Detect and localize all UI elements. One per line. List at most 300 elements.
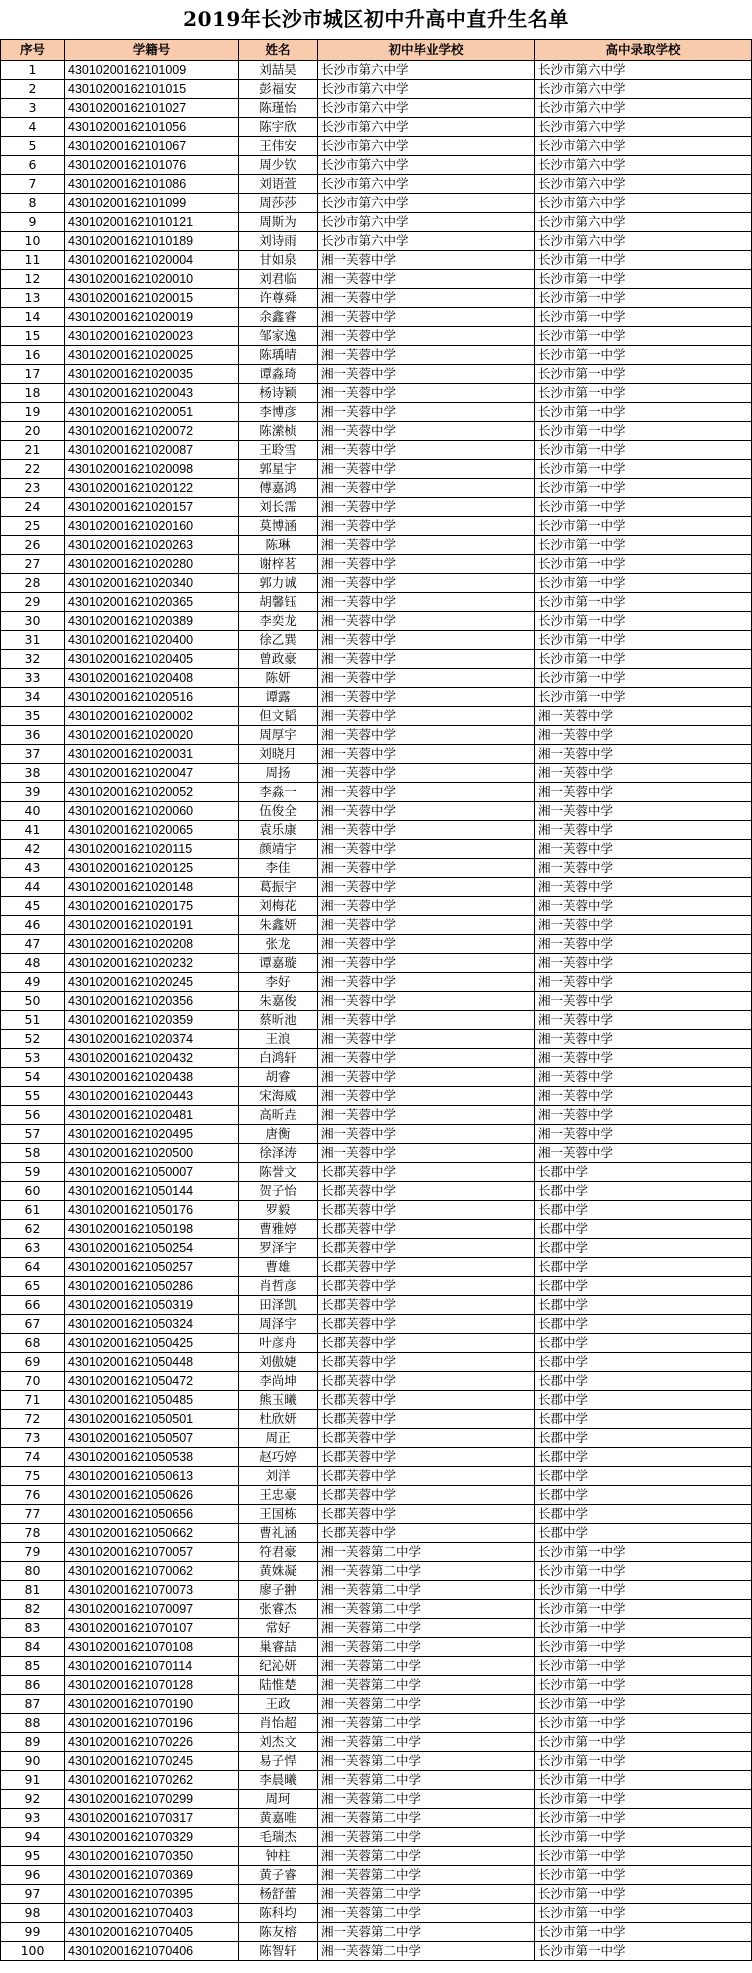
cell-student-id[interactable]: 430102001621070062 xyxy=(65,1562,239,1581)
cell-middle-school[interactable]: 湘一芙蓉中学 xyxy=(318,441,535,460)
cell-index[interactable]: 55 xyxy=(1,1087,65,1106)
cell-high-school[interactable]: 长沙市第一中学 xyxy=(535,1866,752,1885)
header-student-id[interactable]: 学籍号 xyxy=(65,40,239,61)
cell-index[interactable]: 98 xyxy=(1,1904,65,1923)
cell-name[interactable]: 陈誉文 xyxy=(239,1163,318,1182)
cell-student-id[interactable]: 430102001621070097 xyxy=(65,1600,239,1619)
cell-student-id[interactable]: 43010200162101056 xyxy=(65,118,239,137)
cell-student-id[interactable]: 430102001621050324 xyxy=(65,1315,239,1334)
cell-name[interactable]: 刘梅花 xyxy=(239,897,318,916)
cell-index[interactable]: 85 xyxy=(1,1657,65,1676)
cell-high-school[interactable]: 长沙市第一中学 xyxy=(535,308,752,327)
cell-student-id[interactable]: 430102001621070114 xyxy=(65,1657,239,1676)
cell-student-id[interactable]: 430102001621020010 xyxy=(65,270,239,289)
cell-middle-school[interactable]: 湘一芙蓉中学 xyxy=(318,916,535,935)
cell-high-school[interactable]: 长郡中学 xyxy=(535,1429,752,1448)
cell-name[interactable]: 纪沁妍 xyxy=(239,1657,318,1676)
cell-name[interactable]: 叶彦舟 xyxy=(239,1334,318,1353)
cell-high-school[interactable]: 长郡中学 xyxy=(535,1410,752,1429)
cell-index[interactable]: 91 xyxy=(1,1771,65,1790)
cell-high-school[interactable]: 长郡中学 xyxy=(535,1486,752,1505)
cell-index[interactable]: 12 xyxy=(1,270,65,289)
cell-middle-school[interactable]: 长郡芙蓉中学 xyxy=(318,1448,535,1467)
cell-student-id[interactable]: 430102001621070196 xyxy=(65,1714,239,1733)
cell-student-id[interactable]: 430102001621050425 xyxy=(65,1334,239,1353)
cell-high-school[interactable]: 长沙市第六中学 xyxy=(535,80,752,99)
cell-high-school[interactable]: 湘一芙蓉中学 xyxy=(535,973,752,992)
cell-middle-school[interactable]: 湘一芙蓉中学 xyxy=(318,840,535,859)
cell-index[interactable]: 8 xyxy=(1,194,65,213)
cell-index[interactable]: 84 xyxy=(1,1638,65,1657)
cell-high-school[interactable]: 长沙市第一中学 xyxy=(535,574,752,593)
cell-middle-school[interactable]: 湘一芙蓉中学 xyxy=(318,422,535,441)
cell-high-school[interactable]: 长沙市第一中学 xyxy=(535,1600,752,1619)
cell-high-school[interactable]: 湘一芙蓉中学 xyxy=(535,878,752,897)
cell-student-id[interactable]: 43010200162101086 xyxy=(65,175,239,194)
cell-high-school[interactable]: 长沙市第一中学 xyxy=(535,593,752,612)
cell-name[interactable]: 余鑫睿 xyxy=(239,308,318,327)
cell-student-id[interactable]: 430102001621070369 xyxy=(65,1866,239,1885)
cell-middle-school[interactable]: 长沙市第六中学 xyxy=(318,175,535,194)
cell-high-school[interactable]: 湘一芙蓉中学 xyxy=(535,859,752,878)
cell-index[interactable]: 18 xyxy=(1,384,65,403)
cell-name[interactable]: 刘洋 xyxy=(239,1467,318,1486)
cell-high-school[interactable]: 长郡中学 xyxy=(535,1239,752,1258)
cell-student-id[interactable]: 43010200162101015 xyxy=(65,80,239,99)
cell-high-school[interactable]: 长沙市第一中学 xyxy=(535,1714,752,1733)
cell-index[interactable]: 45 xyxy=(1,897,65,916)
cell-index[interactable]: 9 xyxy=(1,213,65,232)
cell-name[interactable]: 伍俊全 xyxy=(239,802,318,821)
cell-index[interactable]: 17 xyxy=(1,365,65,384)
cell-name[interactable]: 白鸿轩 xyxy=(239,1049,318,1068)
cell-index[interactable]: 44 xyxy=(1,878,65,897)
cell-high-school[interactable]: 长沙市第一中学 xyxy=(535,1733,752,1752)
cell-name[interactable]: 贺子怡 xyxy=(239,1182,318,1201)
cell-student-id[interactable]: 430102001621020245 xyxy=(65,973,239,992)
cell-index[interactable]: 83 xyxy=(1,1619,65,1638)
cell-index[interactable]: 4 xyxy=(1,118,65,137)
cell-index[interactable]: 43 xyxy=(1,859,65,878)
cell-middle-school[interactable]: 长沙市第六中学 xyxy=(318,61,535,80)
cell-student-id[interactable]: 430102001621020023 xyxy=(65,327,239,346)
cell-name[interactable]: 田泽凯 xyxy=(239,1296,318,1315)
cell-name[interactable]: 陈宇欣 xyxy=(239,118,318,137)
cell-name[interactable]: 刘傲婕 xyxy=(239,1353,318,1372)
cell-middle-school[interactable]: 长沙市第六中学 xyxy=(318,213,535,232)
cell-student-id[interactable]: 430102001621020035 xyxy=(65,365,239,384)
cell-high-school[interactable]: 长沙市第六中学 xyxy=(535,194,752,213)
cell-middle-school[interactable]: 湘一芙蓉中学 xyxy=(318,1144,535,1163)
cell-index[interactable]: 57 xyxy=(1,1125,65,1144)
cell-high-school[interactable]: 湘一芙蓉中学 xyxy=(535,802,752,821)
cell-middle-school[interactable]: 湘一芙蓉第二中学 xyxy=(318,1904,535,1923)
cell-high-school[interactable]: 长沙市第一中学 xyxy=(535,1809,752,1828)
cell-student-id[interactable]: 430102001621020115 xyxy=(65,840,239,859)
cell-student-id[interactable]: 430102001621050257 xyxy=(65,1258,239,1277)
cell-high-school[interactable]: 湘一芙蓉中学 xyxy=(535,916,752,935)
cell-name[interactable]: 曹雄 xyxy=(239,1258,318,1277)
cell-name[interactable]: 葛振宇 xyxy=(239,878,318,897)
cell-middle-school[interactable]: 湘一芙蓉第二中学 xyxy=(318,1942,535,1961)
cell-index[interactable]: 56 xyxy=(1,1106,65,1125)
cell-student-id[interactable]: 430102001621050656 xyxy=(65,1505,239,1524)
cell-index[interactable]: 81 xyxy=(1,1581,65,1600)
cell-name[interactable]: 刘喆昊 xyxy=(239,61,318,80)
cell-student-id[interactable]: 430102001621070073 xyxy=(65,1581,239,1600)
cell-student-id[interactable]: 430102001621020002 xyxy=(65,707,239,726)
cell-student-id[interactable]: 430102001621070245 xyxy=(65,1752,239,1771)
cell-high-school[interactable]: 长沙市第一中学 xyxy=(535,1695,752,1714)
cell-index[interactable]: 13 xyxy=(1,289,65,308)
cell-student-id[interactable]: 430102001621070107 xyxy=(65,1619,239,1638)
cell-index[interactable]: 86 xyxy=(1,1676,65,1695)
cell-high-school[interactable]: 湘一芙蓉中学 xyxy=(535,821,752,840)
cell-student-id[interactable]: 430102001621010121 xyxy=(65,213,239,232)
cell-middle-school[interactable]: 湘一芙蓉中学 xyxy=(318,308,535,327)
cell-middle-school[interactable]: 湘一芙蓉中学 xyxy=(318,1106,535,1125)
cell-high-school[interactable]: 长沙市第一中学 xyxy=(535,1676,752,1695)
cell-student-id[interactable]: 430102001621020438 xyxy=(65,1068,239,1087)
cell-middle-school[interactable]: 长沙市第六中学 xyxy=(318,232,535,251)
cell-high-school[interactable]: 湘一芙蓉中学 xyxy=(535,992,752,1011)
cell-name[interactable]: 彭福安 xyxy=(239,80,318,99)
cell-middle-school[interactable]: 湘一芙蓉中学 xyxy=(318,859,535,878)
cell-middle-school[interactable]: 湘一芙蓉中学 xyxy=(318,346,535,365)
cell-name[interactable]: 高昕垚 xyxy=(239,1106,318,1125)
cell-middle-school[interactable]: 长郡芙蓉中学 xyxy=(318,1315,535,1334)
cell-index[interactable]: 24 xyxy=(1,498,65,517)
cell-middle-school[interactable]: 湘一芙蓉中学 xyxy=(318,593,535,612)
cell-student-id[interactable]: 430102001621070262 xyxy=(65,1771,239,1790)
cell-index[interactable]: 39 xyxy=(1,783,65,802)
cell-high-school[interactable]: 长郡中学 xyxy=(535,1296,752,1315)
cell-student-id[interactable]: 430102001621070057 xyxy=(65,1543,239,1562)
cell-index[interactable]: 51 xyxy=(1,1011,65,1030)
cell-middle-school[interactable]: 湘一芙蓉第二中学 xyxy=(318,1638,535,1657)
cell-high-school[interactable]: 湘一芙蓉中学 xyxy=(535,1011,752,1030)
cell-middle-school[interactable]: 湘一芙蓉第二中学 xyxy=(318,1866,535,1885)
cell-high-school[interactable]: 长沙市第六中学 xyxy=(535,99,752,118)
cell-name[interactable]: 刘晓月 xyxy=(239,745,318,764)
cell-middle-school[interactable]: 湘一芙蓉中学 xyxy=(318,327,535,346)
cell-middle-school[interactable]: 湘一芙蓉第二中学 xyxy=(318,1847,535,1866)
cell-name[interactable]: 李淼一 xyxy=(239,783,318,802)
cell-index[interactable]: 22 xyxy=(1,460,65,479)
cell-name[interactable]: 陈友榕 xyxy=(239,1923,318,1942)
cell-index[interactable]: 63 xyxy=(1,1239,65,1258)
cell-name[interactable]: 周厚宇 xyxy=(239,726,318,745)
cell-index[interactable]: 87 xyxy=(1,1695,65,1714)
cell-name[interactable]: 周少钦 xyxy=(239,156,318,175)
cell-student-id[interactable]: 430102001621020359 xyxy=(65,1011,239,1030)
cell-name[interactable]: 傅嘉鸿 xyxy=(239,479,318,498)
cell-middle-school[interactable]: 长郡芙蓉中学 xyxy=(318,1372,535,1391)
cell-high-school[interactable]: 湘一芙蓉中学 xyxy=(535,764,752,783)
cell-high-school[interactable]: 长沙市第一中学 xyxy=(535,650,752,669)
cell-middle-school[interactable]: 湘一芙蓉中学 xyxy=(318,498,535,517)
cell-student-id[interactable]: 430102001621020432 xyxy=(65,1049,239,1068)
cell-index[interactable]: 58 xyxy=(1,1144,65,1163)
cell-name[interactable]: 胡睿 xyxy=(239,1068,318,1087)
cell-high-school[interactable]: 长沙市第六中学 xyxy=(535,61,752,80)
cell-middle-school[interactable]: 湘一芙蓉第二中学 xyxy=(318,1600,535,1619)
cell-name[interactable]: 张睿杰 xyxy=(239,1600,318,1619)
cell-middle-school[interactable]: 湘一芙蓉中学 xyxy=(318,764,535,783)
cell-name[interactable]: 王政 xyxy=(239,1695,318,1714)
cell-name[interactable]: 李博彦 xyxy=(239,403,318,422)
cell-name[interactable]: 邹家逸 xyxy=(239,327,318,346)
cell-middle-school[interactable]: 湘一芙蓉第二中学 xyxy=(318,1790,535,1809)
cell-name[interactable]: 曹雅婷 xyxy=(239,1220,318,1239)
cell-middle-school[interactable]: 湘一芙蓉中学 xyxy=(318,650,535,669)
cell-index[interactable]: 77 xyxy=(1,1505,65,1524)
cell-student-id[interactable]: 430102001621020015 xyxy=(65,289,239,308)
cell-index[interactable]: 41 xyxy=(1,821,65,840)
cell-middle-school[interactable]: 长郡芙蓉中学 xyxy=(318,1486,535,1505)
cell-middle-school[interactable]: 湘一芙蓉第二中学 xyxy=(318,1543,535,1562)
cell-index[interactable]: 69 xyxy=(1,1353,65,1372)
cell-name[interactable]: 罗泽宇 xyxy=(239,1239,318,1258)
cell-middle-school[interactable]: 湘一芙蓉第二中学 xyxy=(318,1619,535,1638)
cell-student-id[interactable]: 430102001621070128 xyxy=(65,1676,239,1695)
cell-name[interactable]: 周正 xyxy=(239,1429,318,1448)
cell-high-school[interactable]: 湘一芙蓉中学 xyxy=(535,1049,752,1068)
cell-middle-school[interactable]: 湘一芙蓉中学 xyxy=(318,821,535,840)
cell-high-school[interactable]: 湘一芙蓉中学 xyxy=(535,1125,752,1144)
cell-name[interactable]: 宋海威 xyxy=(239,1087,318,1106)
cell-high-school[interactable]: 长沙市第六中学 xyxy=(535,156,752,175)
cell-high-school[interactable]: 长沙市第六中学 xyxy=(535,213,752,232)
cell-middle-school[interactable]: 长沙市第六中学 xyxy=(318,99,535,118)
cell-index[interactable]: 34 xyxy=(1,688,65,707)
cell-middle-school[interactable]: 长郡芙蓉中学 xyxy=(318,1182,535,1201)
cell-high-school[interactable]: 长郡中学 xyxy=(535,1334,752,1353)
cell-student-id[interactable]: 430102001621020516 xyxy=(65,688,239,707)
cell-student-id[interactable]: 430102001621020157 xyxy=(65,498,239,517)
cell-middle-school[interactable]: 湘一芙蓉中学 xyxy=(318,365,535,384)
cell-middle-school[interactable]: 湘一芙蓉第二中学 xyxy=(318,1657,535,1676)
cell-index[interactable]: 27 xyxy=(1,555,65,574)
cell-index[interactable]: 90 xyxy=(1,1752,65,1771)
cell-student-id[interactable]: 430102001621050626 xyxy=(65,1486,239,1505)
cell-high-school[interactable]: 长郡中学 xyxy=(535,1353,752,1372)
cell-index[interactable]: 30 xyxy=(1,612,65,631)
cell-name[interactable]: 李好 xyxy=(239,973,318,992)
cell-middle-school[interactable]: 湘一芙蓉中学 xyxy=(318,555,535,574)
cell-high-school[interactable]: 长沙市第一中学 xyxy=(535,1581,752,1600)
cell-middle-school[interactable]: 湘一芙蓉第二中学 xyxy=(318,1885,535,1904)
cell-name[interactable]: 王浪 xyxy=(239,1030,318,1049)
cell-high-school[interactable]: 长沙市第六中学 xyxy=(535,137,752,156)
cell-name[interactable]: 胡馨钰 xyxy=(239,593,318,612)
cell-middle-school[interactable]: 湘一芙蓉中学 xyxy=(318,973,535,992)
cell-index[interactable]: 73 xyxy=(1,1429,65,1448)
cell-student-id[interactable]: 430102001621070350 xyxy=(65,1847,239,1866)
cell-index[interactable]: 82 xyxy=(1,1600,65,1619)
cell-index[interactable]: 93 xyxy=(1,1809,65,1828)
cell-name[interactable]: 周泽宇 xyxy=(239,1315,318,1334)
cell-middle-school[interactable]: 湘一芙蓉中学 xyxy=(318,783,535,802)
cell-name[interactable]: 杜欣妍 xyxy=(239,1410,318,1429)
cell-middle-school[interactable]: 长郡芙蓉中学 xyxy=(318,1258,535,1277)
cell-index[interactable]: 1 xyxy=(1,61,65,80)
cell-name[interactable]: 徐乙巽 xyxy=(239,631,318,650)
cell-student-id[interactable]: 430102001621020191 xyxy=(65,916,239,935)
cell-student-id[interactable]: 430102001621050472 xyxy=(65,1372,239,1391)
cell-index[interactable]: 54 xyxy=(1,1068,65,1087)
cell-high-school[interactable]: 长沙市第一中学 xyxy=(535,1942,752,1961)
cell-middle-school[interactable]: 湘一芙蓉中学 xyxy=(318,897,535,916)
cell-student-id[interactable]: 430102001621070395 xyxy=(65,1885,239,1904)
cell-middle-school[interactable]: 长沙市第六中学 xyxy=(318,118,535,137)
cell-index[interactable]: 60 xyxy=(1,1182,65,1201)
cell-high-school[interactable]: 长沙市第一中学 xyxy=(535,460,752,479)
cell-index[interactable]: 71 xyxy=(1,1391,65,1410)
cell-name[interactable]: 陈瑀晴 xyxy=(239,346,318,365)
cell-high-school[interactable]: 长沙市第六中学 xyxy=(535,175,752,194)
cell-name[interactable]: 朱鑫妍 xyxy=(239,916,318,935)
cell-high-school[interactable]: 长郡中学 xyxy=(535,1315,752,1334)
cell-name[interactable]: 钟柱 xyxy=(239,1847,318,1866)
cell-high-school[interactable]: 长沙市第一中学 xyxy=(535,612,752,631)
cell-high-school[interactable]: 长沙市第一中学 xyxy=(535,1790,752,1809)
header-high-school[interactable]: 高中录取学校 xyxy=(535,40,752,61)
cell-index[interactable]: 92 xyxy=(1,1790,65,1809)
cell-high-school[interactable]: 湘一芙蓉中学 xyxy=(535,897,752,916)
cell-middle-school[interactable]: 湘一芙蓉中学 xyxy=(318,574,535,593)
cell-high-school[interactable]: 长沙市第一中学 xyxy=(535,403,752,422)
cell-index[interactable]: 37 xyxy=(1,745,65,764)
cell-name[interactable]: 刘长霈 xyxy=(239,498,318,517)
cell-index[interactable]: 67 xyxy=(1,1315,65,1334)
cell-student-id[interactable]: 430102001621020443 xyxy=(65,1087,239,1106)
cell-high-school[interactable]: 长郡中学 xyxy=(535,1391,752,1410)
cell-middle-school[interactable]: 湘一芙蓉第二中学 xyxy=(318,1828,535,1847)
cell-name[interactable]: 蔡昕池 xyxy=(239,1011,318,1030)
cell-high-school[interactable]: 长沙市第一中学 xyxy=(535,1904,752,1923)
cell-middle-school[interactable]: 长沙市第六中学 xyxy=(318,137,535,156)
cell-name[interactable]: 颜靖宇 xyxy=(239,840,318,859)
cell-high-school[interactable]: 长郡中学 xyxy=(535,1220,752,1239)
cell-name[interactable]: 王忠豪 xyxy=(239,1486,318,1505)
cell-middle-school[interactable]: 湘一芙蓉中学 xyxy=(318,802,535,821)
cell-student-id[interactable]: 430102001621020500 xyxy=(65,1144,239,1163)
cell-student-id[interactable]: 430102001621020400 xyxy=(65,631,239,650)
cell-high-school[interactable]: 湘一芙蓉中学 xyxy=(535,707,752,726)
cell-student-id[interactable]: 430102001621020356 xyxy=(65,992,239,1011)
cell-name[interactable]: 巢睿喆 xyxy=(239,1638,318,1657)
cell-student-id[interactable]: 430102001621050319 xyxy=(65,1296,239,1315)
cell-index[interactable]: 64 xyxy=(1,1258,65,1277)
cell-student-id[interactable]: 430102001621020405 xyxy=(65,650,239,669)
cell-name[interactable]: 黄子睿 xyxy=(239,1866,318,1885)
cell-student-id[interactable]: 430102001621050144 xyxy=(65,1182,239,1201)
cell-index[interactable]: 6 xyxy=(1,156,65,175)
cell-student-id[interactable]: 430102001621070226 xyxy=(65,1733,239,1752)
cell-high-school[interactable]: 湘一芙蓉中学 xyxy=(535,726,752,745)
cell-student-id[interactable]: 430102001621020125 xyxy=(65,859,239,878)
cell-name[interactable]: 李尚坤 xyxy=(239,1372,318,1391)
cell-index[interactable]: 25 xyxy=(1,517,65,536)
cell-student-id[interactable]: 430102001621020340 xyxy=(65,574,239,593)
cell-student-id[interactable]: 430102001621050613 xyxy=(65,1467,239,1486)
cell-student-id[interactable]: 430102001621020047 xyxy=(65,764,239,783)
cell-high-school[interactable]: 湘一芙蓉中学 xyxy=(535,840,752,859)
cell-name[interactable]: 陈智轩 xyxy=(239,1942,318,1961)
cell-middle-school[interactable]: 湘一芙蓉第二中学 xyxy=(318,1714,535,1733)
cell-high-school[interactable]: 湘一芙蓉中学 xyxy=(535,1087,752,1106)
cell-student-id[interactable]: 430102001621020098 xyxy=(65,460,239,479)
cell-name[interactable]: 王国栋 xyxy=(239,1505,318,1524)
cell-middle-school[interactable]: 湘一芙蓉中学 xyxy=(318,517,535,536)
cell-student-id[interactable]: 43010200162101027 xyxy=(65,99,239,118)
cell-high-school[interactable]: 长郡中学 xyxy=(535,1277,752,1296)
cell-high-school[interactable]: 湘一芙蓉中学 xyxy=(535,1030,752,1049)
cell-middle-school[interactable]: 湘一芙蓉中学 xyxy=(318,1125,535,1144)
cell-middle-school[interactable]: 湘一芙蓉第二中学 xyxy=(318,1752,535,1771)
cell-student-id[interactable]: 430102001621050007 xyxy=(65,1163,239,1182)
cell-index[interactable]: 75 xyxy=(1,1467,65,1486)
cell-index[interactable]: 61 xyxy=(1,1201,65,1220)
cell-high-school[interactable]: 长郡中学 xyxy=(535,1524,752,1543)
cell-student-id[interactable]: 430102001621020025 xyxy=(65,346,239,365)
cell-student-id[interactable]: 430102001621070329 xyxy=(65,1828,239,1847)
cell-middle-school[interactable]: 湘一芙蓉第二中学 xyxy=(318,1771,535,1790)
cell-name[interactable]: 李佳 xyxy=(239,859,318,878)
cell-name[interactable]: 周斯为 xyxy=(239,213,318,232)
cell-student-id[interactable]: 430102001621020148 xyxy=(65,878,239,897)
cell-high-school[interactable]: 长郡中学 xyxy=(535,1201,752,1220)
cell-student-id[interactable]: 430102001621020065 xyxy=(65,821,239,840)
cell-high-school[interactable]: 长沙市第一中学 xyxy=(535,422,752,441)
cell-student-id[interactable]: 430102001621020072 xyxy=(65,422,239,441)
cell-name[interactable]: 王伟安 xyxy=(239,137,318,156)
cell-student-id[interactable]: 430102001621070108 xyxy=(65,1638,239,1657)
cell-name[interactable]: 熊玉曦 xyxy=(239,1391,318,1410)
cell-high-school[interactable]: 长沙市第一中学 xyxy=(535,1828,752,1847)
cell-high-school[interactable]: 长沙市第一中学 xyxy=(535,1638,752,1657)
cell-student-id[interactable]: 430102001621050448 xyxy=(65,1353,239,1372)
cell-high-school[interactable]: 长沙市第一中学 xyxy=(535,1657,752,1676)
cell-index[interactable]: 11 xyxy=(1,251,65,270)
cell-middle-school[interactable]: 长郡芙蓉中学 xyxy=(318,1277,535,1296)
cell-middle-school[interactable]: 湘一芙蓉中学 xyxy=(318,403,535,422)
cell-index[interactable]: 20 xyxy=(1,422,65,441)
cell-student-id[interactable]: 430102001621020208 xyxy=(65,935,239,954)
cell-middle-school[interactable]: 湘一芙蓉第二中学 xyxy=(318,1581,535,1600)
cell-student-id[interactable]: 430102001621070190 xyxy=(65,1695,239,1714)
cell-name[interactable]: 李奕龙 xyxy=(239,612,318,631)
cell-student-id[interactable]: 430102001621020004 xyxy=(65,251,239,270)
cell-student-id[interactable]: 430102001621070406 xyxy=(65,1942,239,1961)
cell-index[interactable]: 70 xyxy=(1,1372,65,1391)
cell-middle-school[interactable]: 湘一芙蓉中学 xyxy=(318,935,535,954)
cell-middle-school[interactable]: 湘一芙蓉中学 xyxy=(318,726,535,745)
cell-name[interactable]: 莫博涵 xyxy=(239,517,318,536)
cell-high-school[interactable]: 长沙市第一中学 xyxy=(535,498,752,517)
cell-index[interactable]: 74 xyxy=(1,1448,65,1467)
cell-index[interactable]: 26 xyxy=(1,536,65,555)
cell-middle-school[interactable]: 湘一芙蓉中学 xyxy=(318,1030,535,1049)
cell-index[interactable]: 76 xyxy=(1,1486,65,1505)
cell-index[interactable]: 53 xyxy=(1,1049,65,1068)
cell-middle-school[interactable]: 长郡芙蓉中学 xyxy=(318,1391,535,1410)
cell-index[interactable]: 40 xyxy=(1,802,65,821)
cell-high-school[interactable]: 长沙市第六中学 xyxy=(535,118,752,137)
cell-index[interactable]: 5 xyxy=(1,137,65,156)
cell-high-school[interactable]: 长郡中学 xyxy=(535,1163,752,1182)
